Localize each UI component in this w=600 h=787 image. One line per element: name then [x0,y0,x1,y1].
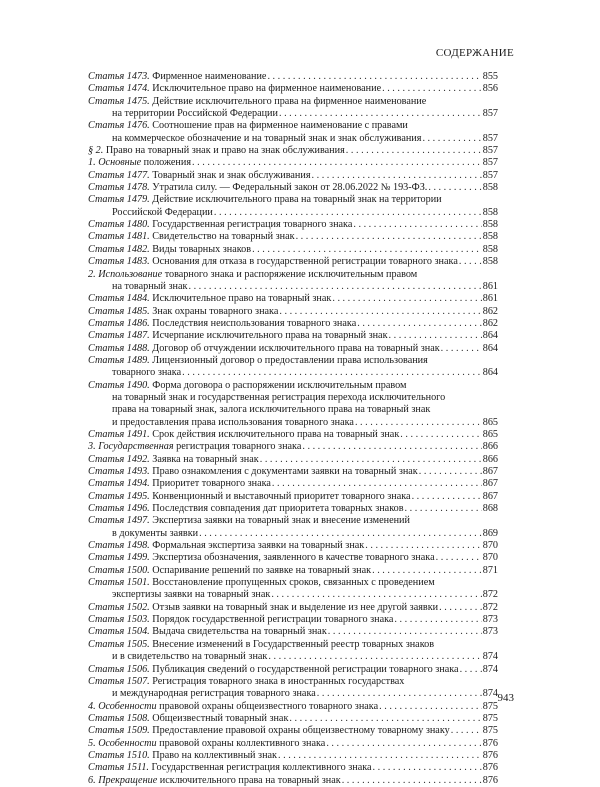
dot-leader [357,318,481,330]
toc-entry-page: 861 [482,280,498,292]
dot-leader [389,330,482,342]
toc-entry-page: 864 [482,367,498,379]
dot-leader [353,219,481,231]
toc-entry[interactable] [88,343,498,355]
toc-entry-number: Статья 1486. [88,317,150,329]
toc-entry-title: и международная регистрация товарного знака [112,688,316,700]
toc-entry-title: Соотношение прав на фирменное наименование с правами [152,120,408,132]
toc-entry-title: Оспаривание решений по заявке на товарный знак [152,564,372,576]
toc-entry[interactable] [88,577,498,602]
toc-entry-number: Статья 1475. [88,95,150,107]
toc-entry[interactable] [88,503,498,515]
toc-entry[interactable] [88,330,498,342]
toc-entry-number: Статья 1477. [88,169,150,181]
toc-entry-title: Форма договора о распоряжении исключительным правом [152,379,407,391]
toc-entry-page: 858 [482,231,498,243]
toc-entry-page: 870 [482,552,498,564]
dot-leader [400,429,481,441]
toc-entry-number: Статья 1500. [88,564,150,576]
toc-entry-number: Статья 1480. [88,219,150,231]
toc-entry[interactable] [88,738,498,750]
toc-entry-title: и предоставления права использования товарного знака [112,416,354,428]
toc-entry[interactable] [88,293,498,305]
toc-entry-page: 874 [482,663,498,675]
toc-entry-number: Статья 1476. [88,120,150,132]
toc-entry-title: Отзыв заявки на товарный знак и выделение из нее другой заявки [152,601,439,613]
toc-entry-number: Статья 1483. [88,256,150,268]
toc-entry[interactable] [88,380,498,429]
dot-leader [436,552,482,564]
toc-entry-title: на товарный знак и государственная регистрация перехода исключительного [112,391,446,403]
dot-leader [441,343,482,355]
toc-entry[interactable] [88,96,498,121]
dot-leader [182,367,482,379]
toc-entry[interactable] [88,194,498,219]
toc-entry-page: 876 [482,737,498,749]
toc-entry-page: 865 [482,428,498,440]
toc-entry-number: Статья 1478. [88,182,150,194]
toc-entry-title: на товарный знак [112,280,188,292]
toc-entry-title: Исключительное право на фирменное наименование [152,83,382,95]
toc-entry-number: Статья 1498. [88,540,150,552]
toc-entry-page: 862 [482,317,498,329]
toc-entry-page: 862 [482,305,498,317]
toc-entry-page: 857 [482,169,498,181]
toc-entry-number: Статья 1507. [88,675,150,687]
dot-leader [405,503,482,515]
toc-entry-title: правовой охраны общеизвестного товарного знака [159,700,379,712]
toc-entry[interactable] [88,219,498,231]
toc-entry-number: Статья 1493. [88,466,150,477]
toc-entry-title: и в свидетельство на товарный знак [112,651,268,663]
toc-entry[interactable] [88,454,498,466]
toc-entry-title: Утратила силу. — Федеральный закон от 28.06.2022 № 193-ФЗ. [152,182,428,194]
toc-entry-number: Статья 1488. [88,342,150,354]
toc-entry[interactable] [88,762,498,774]
toc-entry[interactable] [88,552,498,564]
toc-entry-title: Срок действия исключительного права на товарный знак [152,428,400,440]
toc-entry-title: Последствия совпадения дат приоритета товарных знаков [152,503,404,515]
toc-entry-number: Статья 1511. [88,762,149,774]
toc-entry-title: Исключительное право на товарный знак [152,293,332,305]
toc-entry-page: 858 [482,206,498,218]
dot-leader [271,589,481,601]
dot-leader [252,244,482,256]
toc-entry-number: Статья 1505. [88,638,150,650]
toc-entry-title: Знак охраны товарного знака [152,305,279,317]
toc-entry-page: 867 [482,466,498,477]
dot-leader [278,750,482,762]
dot-leader [394,614,481,626]
toc-entry[interactable] [88,157,498,169]
toc-entry-title: Фирменное наименование [152,71,267,82]
toc-entry[interactable] [88,170,498,182]
toc-entry-title: Формальная экспертиза заявки на товарный знак [152,540,365,552]
dot-leader [279,108,482,120]
toc-entry-number: Статья 1474. [88,83,150,95]
toc-entry[interactable] [88,515,498,540]
dot-leader [312,170,482,182]
toc-entry[interactable] [88,231,498,243]
toc-entry[interactable] [88,71,498,83]
dot-leader [272,478,482,490]
table-of-contents [88,71,498,787]
toc-entry[interactable] [88,614,498,626]
page-number: 943 [497,692,514,704]
toc-entry[interactable] [88,120,498,145]
toc-entry-page: 869 [482,527,498,539]
toc-entry-page: 874 [482,651,498,663]
toc-entry-number: Статья 1499. [88,552,150,564]
toc-entry-number: Статья 1490. [88,379,150,391]
toc-entry-title: права на товарный знак, залога исключительного права на товарный знак [112,404,431,416]
dot-leader [422,133,481,145]
dot-leader [302,441,481,453]
toc-entry-title: Исчерпание исключительного права на товарный знак [152,330,388,342]
toc-entry-page: 875 [482,725,498,737]
toc-entry-title: Право на коллективный знак [152,749,277,761]
toc-entry-page: 876 [482,774,498,786]
toc-entry[interactable] [88,318,498,330]
toc-entry[interactable] [88,466,498,478]
toc-entry-page: 858 [482,219,498,231]
dot-leader [317,688,482,700]
toc-entry-title: Публикация сведений о государственной регистрации товарного знака [152,663,459,675]
dot-leader [192,157,482,169]
toc-entry-page: 864 [482,342,498,354]
toc-entry[interactable] [88,701,498,713]
toc-entry[interactable] [88,429,498,441]
dot-leader [372,565,482,577]
toc-entry-title: Выдача свидетельства на товарный знак [152,626,327,638]
toc-entry-page: 876 [482,762,498,774]
toc-entry-number: Статья 1495. [88,490,150,502]
toc-entry[interactable] [88,256,498,268]
toc-entry-title: Российской Федерации [112,206,213,218]
toc-entry-title: Договор об отчуждении исключительного права на товарный знак [152,342,440,354]
toc-entry[interactable] [88,306,498,318]
toc-entry-page: 875 [482,712,498,724]
toc-entry[interactable] [88,491,498,503]
toc-entry[interactable] [88,602,498,614]
toc-entry-page: 866 [482,453,498,465]
dot-leader [289,713,481,725]
toc-entry-number: Статья 1496. [88,503,150,515]
toc-entry-title: Свидетельство на товарный знак [152,231,295,243]
toc-entry-page: 871 [482,564,498,576]
toc-entry-number: Статья 1484. [88,293,150,305]
toc-entry[interactable] [88,355,498,380]
toc-entry-title: Последствия неиспользования товарного знака [152,317,357,329]
toc-entry-page: 867 [482,478,498,490]
toc-entry-title: на территории Российской Федерации [112,108,278,120]
toc-entry-title: регистрация товарного знака [176,441,302,453]
toc-entry-page: 867 [482,490,498,502]
toc-entry-page: 858 [482,243,498,255]
toc-entry-page: 858 [482,256,498,268]
toc-entry-title: в документы заявки [112,527,199,539]
toc-entry[interactable] [88,664,498,676]
toc-entry-page: 873 [482,614,498,626]
toc-entry-title: Экспертиза заявки на товарный знак и внесение изменений [152,515,410,527]
toc-entry-page: 857 [482,145,498,157]
toc-entry-number: 3. Государственная [88,441,174,453]
dot-leader [365,540,481,552]
toc-entry-title: Предоставление правовой охраны общеизвестному товарному знаку [152,725,450,737]
dot-leader [412,491,482,503]
toc-entry[interactable] [88,540,498,552]
toc-entry[interactable] [88,639,498,664]
toc-entry-page: 872 [482,601,498,613]
dot-leader [199,528,482,540]
toc-entry-number: 2. Использование [88,268,163,280]
toc-entry-page: 861 [482,293,498,305]
toc-entry-number: Статья 1492. [88,453,150,465]
toc-entry-number: Статья 1508. [88,712,150,724]
toc-entry-title: Лицензионный договор о предоставлении права использования [152,354,428,366]
toc-entry-number: Статья 1501. [88,577,150,589]
toc-entry-page: 855 [482,71,498,82]
toc-entry-title: Конвенционный и выставочный приоритет товарного знака [152,490,411,502]
toc-entry-title: товарного знака [112,367,182,379]
toc-entry-number: 6. Прекращение [88,774,158,786]
dot-leader [355,417,482,429]
toc-entry-title: Действие исключительного права на фирменное наименование [152,95,427,107]
dot-leader [260,454,482,466]
toc-entry-number: Статья 1482. [88,243,150,255]
toc-entry-title: Государственная регистрация коллективного знака [151,762,372,774]
toc-entry-title: Государственная регистрация товарного знака [152,219,353,231]
toc-entry[interactable] [88,83,498,95]
toc-entry-number: Статья 1473. [88,71,150,82]
toc-entry-title: Экспертиза обозначения, заявленного в качестве товарного знака [152,552,435,564]
toc-entry-number: Статья 1485. [88,305,150,317]
dot-leader [460,664,482,676]
toc-entry-number: Статья 1503. [88,614,150,626]
dot-leader [439,602,482,614]
dot-leader [332,293,481,305]
toc-entry-page: 857 [482,157,498,169]
dot-leader [373,762,482,774]
toc-entry-title: положения [143,157,192,169]
toc-entry[interactable] [88,565,498,577]
toc-entry[interactable] [88,775,498,787]
toc-entry-number: Статья 1494. [88,478,150,490]
toc-entry-number: Статья 1502. [88,601,150,613]
toc-entry-page: 873 [482,626,498,638]
dot-leader [451,725,482,737]
toc-entry[interactable] [88,441,498,453]
toc-entry[interactable] [88,713,498,725]
toc-entry-title: экспертизы заявки на товарный знак [112,589,271,601]
toc-entry-number: Статья 1510. [88,749,150,761]
toc-entry-number: 4. Особенности [88,700,157,712]
dot-leader [342,775,482,787]
toc-entry-title: товарного знака и распоряжение исключительным правом [164,268,418,280]
toc-entry-page: 857 [482,132,498,144]
toc-entry-page: 866 [482,441,498,453]
toc-entry-title: на коммерческое обозначение и на товарный знак и знак обслуживания [112,132,422,144]
toc-entry-title: Основания для отказа в государственной регистрации товарного знака [152,256,458,268]
toc-entry-number: Статья 1479. [88,194,150,206]
toc-entry[interactable] [88,725,498,737]
toc-entry[interactable] [88,269,498,294]
toc-entry-number: Статья 1489. [88,354,150,366]
toc-entry-number: Статья 1506. [88,663,150,675]
toc-entry-page: 875 [482,700,498,712]
toc-entry[interactable] [88,478,498,490]
dot-leader [326,738,481,750]
toc-entry[interactable] [88,182,498,194]
dot-leader [267,71,481,83]
toc-entry-page: 865 [482,416,498,428]
dot-leader [268,651,481,663]
page-header: СОДЕРЖАНИЕ [435,47,514,59]
dot-leader [459,256,482,268]
toc-entry-number: § 2. [88,145,104,157]
toc-entry-number: Статья 1491. [88,428,150,440]
toc-entry-title: Приоритет товарного знака [152,478,271,490]
dot-leader [428,182,481,194]
dot-leader [328,626,482,638]
toc-entry-title: Право ознакомления с документами заявки на товарный знак [152,466,418,477]
toc-entry[interactable] [88,145,498,157]
toc-entry-page: 876 [482,749,498,761]
toc-entry-title: Порядок государственной регистрации товарного знака [152,614,394,626]
toc-entry-number: Статья 1481. [88,231,150,243]
toc-entry-page: 856 [482,83,498,95]
toc-entry-title: Восстановление пропущенных сроков, связанных с проведением [152,577,435,589]
toc-entry-page: 870 [482,540,498,552]
dot-leader [214,207,482,219]
toc-entry-number: Статья 1487. [88,330,150,342]
toc-entry[interactable] [88,750,498,762]
dot-leader [296,231,482,243]
toc-entry-page: 874 [482,688,498,700]
toc-entry[interactable] [88,676,498,701]
toc-entry-page: 872 [482,589,498,601]
dot-leader [346,145,482,157]
toc-entry-number: Статья 1497. [88,515,150,527]
toc-entry-title: Действие исключительного права на товарный знак на территории [152,194,442,206]
dot-leader [188,281,481,293]
dot-leader [419,466,482,478]
toc-entry-title: Регистрация товарного знака в иностранных государствах [152,675,405,687]
toc-entry-page: 864 [482,330,498,342]
toc-entry-title: Заявка на товарный знак [152,453,259,465]
toc-entry-title: исключительного права на товарный знак [159,774,341,786]
toc-entry-number: Статья 1504. [88,626,150,638]
toc-entry-title: Виды товарных знаков [152,243,252,255]
toc-entry-title: правовой охраны коллективного знака [159,737,326,749]
dot-leader [379,701,482,713]
toc-entry-page: 858 [482,182,498,194]
toc-entry-page: 857 [482,108,498,120]
toc-entry-number: 1. Основные [88,157,142,169]
dot-leader [279,306,481,318]
toc-entry-title: Общеизвестный товарный знак [152,712,289,724]
toc-entry-number: Статья 1509. [88,725,150,737]
dot-leader [382,83,482,95]
toc-entry[interactable] [88,626,498,638]
toc-entry[interactable] [88,244,498,256]
toc-entry-page: 868 [482,503,498,515]
toc-entry-title: Внесение изменений в Государственный реестр товарных знаков [152,638,435,650]
toc-entry-number: 5. Особенности [88,737,157,749]
toc-entry-title: Право на товарный знак и право на знак обслуживания [105,145,345,157]
toc-entry-title: Товарный знак и знак обслуживания [152,169,311,181]
